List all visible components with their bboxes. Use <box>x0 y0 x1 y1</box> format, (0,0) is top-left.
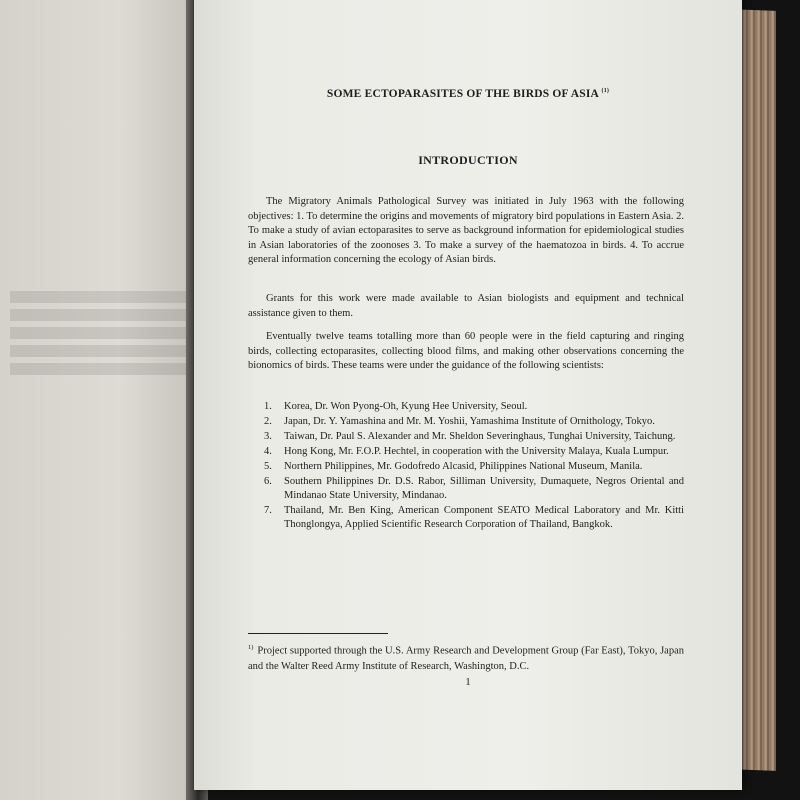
right-page <box>194 0 742 790</box>
list-text: Japan, Dr. Y. Yamashina and Mr. M. Yoshii, Yamashima Institute of Ornithology, Tokyo. <box>284 416 655 427</box>
list-item <box>264 475 684 503</box>
list-text: Northern Philippines, Mr. Godofredo Alcasid, Philippines National Museum, Manila. <box>284 461 643 472</box>
list-item <box>264 460 684 474</box>
footnote-rule <box>248 633 388 634</box>
list-text: Southern Philippines Dr. D.S. Rabor, Silliman University, Dumaquete, Negros Oriental and Mindanao State University, Mindanao. <box>284 476 684 501</box>
footnote <box>248 640 684 674</box>
document-title <box>308 88 628 100</box>
list-item <box>264 400 684 414</box>
list-item <box>264 504 684 532</box>
paragraph-grants: Grants for this work were made available to Asian biologists and equipment and technical assistance given to them. <box>248 293 684 319</box>
left-page <box>0 0 200 800</box>
list-number: 1. <box>264 401 272 412</box>
list-item <box>264 445 684 459</box>
list-number: 6. <box>264 476 272 487</box>
list-text: Hong Kong, Mr. F.O.P. Hechtel, in cooperation with the University Malaya, Kuala Lumpur. <box>284 446 669 457</box>
list-number: 7. <box>264 505 272 516</box>
list-number: 5. <box>264 461 272 472</box>
scientist-list <box>264 400 684 533</box>
list-item <box>264 415 684 429</box>
title-text: SOME ECTOPARASITES OF THE BIRDS OF ASIA <box>326 88 599 100</box>
bleed-through-text <box>0 285 200 395</box>
section-heading: INTRODUCTION <box>418 153 518 167</box>
footnote-mark: 1) <box>248 644 254 651</box>
list-text: Taiwan, Dr. Paul S. Alexander and Mr. Sheldon Severinghaus, Tunghai University, Taichung. <box>284 431 676 442</box>
list-item <box>264 430 684 444</box>
list-number: 3. <box>264 431 272 442</box>
list-number: 2. <box>264 416 272 427</box>
paragraph-teams: Eventually twelve teams totalling more than 60 people were in the field capturing and ringing birds, collecting ectoparasites, collecting blood films, and making other observations concerning the bionomics of birds. These teams were under the guidance of the following scientists: <box>248 331 684 372</box>
list-text: Thailand, Mr. Ben King, American Component SEATO Medical Laboratory and Mr. Kitti Thonglongya, Applied Scientific Research Corporation of Thailand, Bangkok. <box>284 505 684 530</box>
page-number: 1 <box>465 676 471 688</box>
paragraph-objectives: The Migratory Animals Pathological Survey was initiated in July 1963 with the following objectives: 1. To determine the origins and movements of migratory bird populations in Eastern Asia. 2. To make a study of avian ectoparasites to serve as background information for epidemiological studies in Asian laboratories of the zoonoses 3. To make a survey of the haematozoa in birds. 4. To accrue general information concerning the ecology of Asian birds. <box>248 196 684 266</box>
list-number: 4. <box>264 446 272 457</box>
title-note: (1) <box>601 88 610 95</box>
list-text: Korea, Dr. Won Pyong-Oh, Kyung Hee University, Seoul. <box>284 401 528 412</box>
footnote-text: Project supported through the U.S. Army Research and Development Group (Far East), Tokyo, Japan and the Walter Reed Army Institute of Research, Washington, D.C. <box>248 645 684 672</box>
